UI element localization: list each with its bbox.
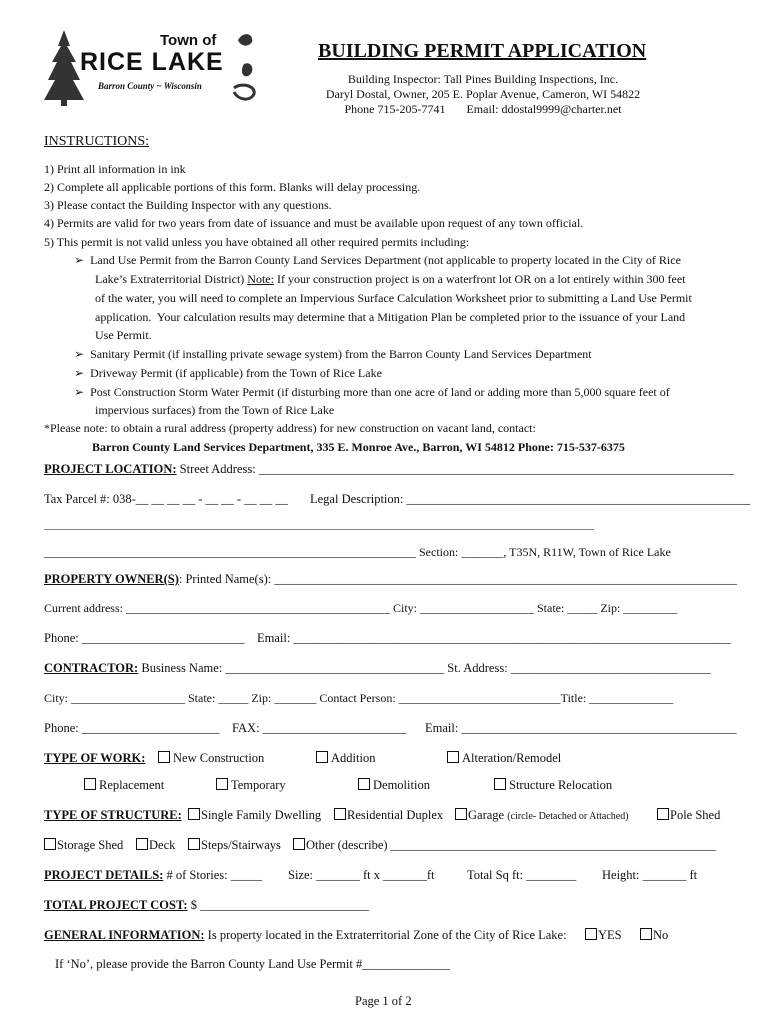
total-sqft-field[interactable]: Total Sq ft: ________	[467, 868, 577, 882]
fish-icon	[230, 28, 260, 108]
owner-name-field[interactable]: : Printed Name(s): __________________________________________________________________________	[178, 572, 737, 586]
work-demolition[interactable]: Demolition	[358, 778, 430, 793]
property-owner-label: PROPERTY OWNER(S)	[44, 572, 179, 586]
checkbox[interactable]	[455, 808, 467, 820]
page-title: BUILDING PERMIT APPLICATION	[318, 40, 647, 62]
instructions-heading: INSTRUCTIONS:	[44, 134, 150, 149]
inspector-line: Building Inspector: Tall Pines Building Inspections, Inc.	[347, 72, 619, 86]
contractor-row[interactable]	[44, 661, 711, 676]
town-logo	[40, 28, 265, 108]
bullet-land-use-cont: Lake’s Extraterritorial District) Note: If your construction project is on a waterfront lot OR on a lot entirely within 300 feet	[95, 272, 686, 286]
contractor-city-field[interactable]: City: ___________________ State: _____ Zip: _______ Contact Person: ___________________________Title: ______________	[44, 691, 674, 705]
instruction-item: 2) Complete all applicable portions of this form. Blanks will delay processing.	[44, 180, 421, 194]
structure-other[interactable]: Other (describe) ____________________________________________________	[293, 838, 716, 853]
work-addition[interactable]: Addition	[316, 751, 375, 766]
height-field[interactable]: Height: _______ ft	[602, 868, 698, 882]
checkbox[interactable]	[136, 838, 148, 850]
size-field[interactable]: Size: _______ ft x _______ft	[288, 868, 435, 882]
work-relocation[interactable]: Structure Relocation	[494, 778, 612, 793]
no-option[interactable]: No	[640, 928, 668, 943]
work-new-construction[interactable]: New Construction	[158, 751, 264, 766]
land-services-contact: Barron County Land Services Department, 335 E. Monroe Ave., Barron, WI 54812 Phone: 715-537-6375	[92, 440, 625, 454]
checkbox[interactable]	[84, 778, 96, 790]
bullet-storm-water-cont: impervious surfaces) from the Town of Rice Lake	[95, 403, 335, 417]
bullet-driveway: ➢ Driveway Permit (if applicable) from the Town of Rice Lake	[74, 366, 382, 380]
checkbox[interactable]	[447, 751, 459, 763]
rural-address-note: *Please note: to obtain a rural address (property address) for new construction on vacant land, contact:	[44, 421, 536, 435]
bullet-sanitary: ➢ Sanitary Permit (if installing private sewage system) from the Barron County Land Services Department	[74, 347, 592, 361]
yes-option[interactable]: YES	[585, 928, 622, 943]
structure-steps[interactable]: Steps/Stairways	[188, 838, 281, 853]
inspector-address: Daryl Dostal, Owner, 205 E. Poplar Avenue, Cameron, WI 54822	[325, 87, 641, 101]
legal-description-line[interactable]: ____________________________________________________________________________________________________	[44, 519, 594, 531]
stories-field[interactable]: # of Stories: _____	[163, 868, 262, 882]
instruction-item: 1) Print all information in ink	[44, 162, 186, 176]
contractor-phone-field[interactable]: Phone: ______________________	[44, 721, 220, 735]
street-address-field[interactable]: Street Address: ____________________________________________________________________________	[176, 462, 734, 476]
general-info-label: GENERAL INFORMATION:	[44, 928, 205, 942]
checkbox[interactable]	[585, 928, 597, 940]
contractor-label: CONTRACTOR:	[44, 661, 139, 675]
checkbox[interactable]	[494, 778, 506, 790]
checkbox[interactable]	[44, 838, 56, 850]
checkbox[interactable]	[316, 751, 328, 763]
contractor-business-field[interactable]: Business Name: ___________________________________ St. Address: ________________________________	[138, 661, 711, 675]
instruction-item: 5) This permit is not valid unless you have obtained all other required permits including:	[44, 235, 470, 249]
checkbox[interactable]	[158, 751, 170, 763]
owner-phone-field[interactable]: Phone: __________________________	[44, 631, 245, 645]
work-replacement[interactable]: Replacement	[84, 778, 164, 793]
bullet-land-use-cont: application. Your calculation results may determine that a Mitigation Plan be completed prior to the issuance of your Land	[95, 310, 686, 324]
checkbox[interactable]	[657, 808, 669, 820]
total-cost-row[interactable]	[44, 898, 369, 913]
total-cost-label: TOTAL PROJECT COST:	[44, 898, 188, 912]
logo-name: RICE LAKE	[80, 48, 224, 76]
owner-address-field[interactable]: Current address: ____________________________________________ City: ___________________ State: _____ Zip: _________	[44, 601, 678, 615]
project-details-label: PROJECT DETAILS:	[44, 868, 164, 882]
checkbox[interactable]	[293, 838, 305, 850]
project-location-row[interactable]	[44, 462, 734, 477]
general-info-row	[44, 928, 567, 943]
logo-subtitle: Barron County ~ Wisconsin	[98, 81, 202, 91]
checkbox[interactable]	[188, 838, 200, 850]
total-cost-field[interactable]: $ ___________________________	[187, 898, 369, 912]
legal-description-field[interactable]: Legal Description: _______________________________________________________	[310, 492, 751, 506]
bullet-arrow-icon: ➢	[74, 366, 91, 380]
project-location-label: PROJECT LOCATION:	[44, 462, 177, 476]
page-number: Page 1 of 2	[355, 994, 412, 1008]
section-field[interactable]: ______________________________________________________________ Section: _______, T35N, R11W, Town of Rice Lake	[44, 545, 671, 559]
contractor-fax-field[interactable]: FAX: _______________________	[232, 721, 407, 735]
instruction-item: 3) Please contact the Building Inspector with any questions.	[44, 198, 332, 212]
bullet-arrow-icon: ➢	[74, 347, 91, 361]
checkbox[interactable]	[334, 808, 346, 820]
bullet-land-use-cont: Use Permit.	[95, 328, 152, 342]
checkbox[interactable]	[216, 778, 228, 790]
checkbox[interactable]	[358, 778, 370, 790]
structure-garage[interactable]: Garage (circle- Detached or Attached)	[455, 808, 629, 823]
work-alteration[interactable]: Alteration/Remodel	[447, 751, 561, 766]
work-temporary[interactable]: Temporary	[216, 778, 286, 793]
logo-town: Town of	[160, 32, 217, 49]
owner-email-field[interactable]: Email: ______________________________________________________________________	[257, 631, 731, 645]
type-of-work-label: TYPE OF WORK:	[44, 751, 146, 765]
structure-single-family[interactable]: Single Family Dwelling	[188, 808, 321, 823]
structure-storage-shed[interactable]: Storage Shed	[44, 838, 123, 853]
inspector-contact: Phone 715-205-7741 Email: ddostal9999@charter.net	[344, 102, 622, 116]
structure-pole-shed[interactable]: Pole Shed	[657, 808, 720, 823]
extraterritorial-question: Is property located in the Extraterritorial Zone of the City of Rice Lake:	[204, 928, 567, 942]
land-use-permit-field[interactable]: If ‘No’, please provide the Barron County Land Use Permit #______________	[55, 957, 450, 971]
instruction-item: 4) Permits are valid for two years from date of issuance and must be available upon request of any town official.	[44, 216, 584, 230]
checkbox[interactable]	[640, 928, 652, 940]
bullet-arrow-icon: ➢	[74, 253, 91, 267]
owner-name-row[interactable]	[44, 572, 737, 587]
bullet-arrow-icon: ➢	[74, 385, 91, 399]
structure-row	[44, 808, 182, 823]
bullet-land-use-cont: of the water, you will need to complete an Impervious Surface Calculation Worksheet prior to submitting a Land Use Permit	[95, 291, 692, 305]
type-of-structure-label: TYPE OF STRUCTURE:	[44, 808, 182, 822]
structure-duplex[interactable]: Residential Duplex	[334, 808, 443, 823]
contractor-email-field[interactable]: Email: ____________________________________________	[425, 721, 737, 735]
tax-parcel-field[interactable]: Tax Parcel #: 038-__ __ __ __ - __ __ - __ __ __	[44, 492, 288, 506]
bullet-land-use: ➢ Land Use Permit from the Barron County Land Services Department (not applicable to property located in the City of Rice	[74, 253, 681, 267]
structure-deck[interactable]: Deck	[136, 838, 175, 853]
checkbox[interactable]	[188, 808, 200, 820]
project-details-row[interactable]	[44, 868, 262, 883]
bullet-storm-water: ➢ Post Construction Storm Water Permit (if disturbing more than one acre of land or adding more than 5,000 square feet of	[74, 385, 670, 399]
